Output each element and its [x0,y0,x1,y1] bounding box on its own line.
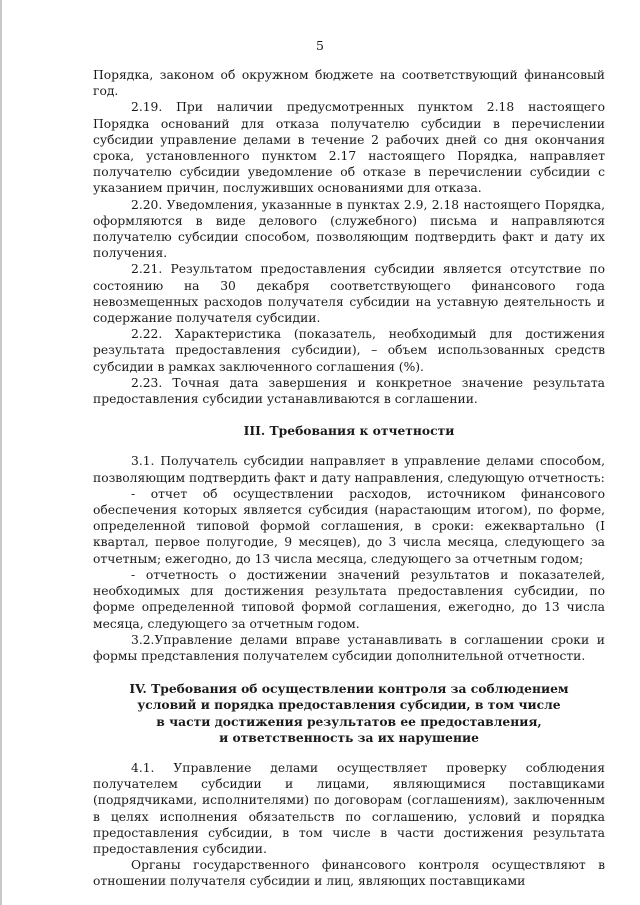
section-4-heading-line: условий и порядка предоставления субсидии, в том числе [137,697,561,713]
paragraph-4-1: 4.1. Управление делами осуществляет проверку соблюдения получателем субсидии и лицами, являющимися поставщиками (подрядчиками, исполнителями) по договорам (соглашениям), заключенным в целях исполнения обязательств по соглашению, условий и порядка предоставления субсидии, в том числе в части достижения результата предоставления субсидии. [93,760,605,856]
paragraph: Порядка, законом об окружном бюджете на соответствующий финансовый год. [93,68,605,99]
paragraph-2-19: 2.19. При наличии предусмотренных пунктом 2.18 настоящего Порядка оснований для отказа получателю субсидии в перечислении субсидии управление делами в течение 2 рабочих дней со дня окончания срока, установленного пунктом 2.17 настоящего Порядка, направляет получателю субсидии уведомление об отказе в перечислении субсидии с указанием причин, послуживших основаниями для отказа. [93,100,605,196]
paragraph-2-22: 2.22. Характеристика (показатель, необходимый для достижения результата предоставления субсидии), – объем использованных средств субсидии в рамках заключенного соглашения (%). [93,327,605,374]
list-item-report-expenses: - отчет об осуществлении расходов, источником финансового обеспечения которых является субсидия (нарастающим итогом), по форме, определенной типовой формой соглашения, в сроки: ежеквартально (I квартал, первое полугодие, 9 месяцев), до 3 числа месяца, следующего за отчетным; ежегодно, до 13 числа месяца, следующего за отчетным годом; [93,486,605,566]
section-4-heading-line: IV. Требования об осуществлении контроля за соблюдением [129,681,569,697]
section-4-heading-line: в части достижения результатов ее предоставления, [156,713,542,729]
section-4-heading [93,681,605,746]
list-item-report-results: - отчетность о достижении значений результатов и показателей, необходимых для достижения результата предоставления субсидии, по форме определенной типовой формой соглашения, ежегодно, до 13 числа месяца, следующего за отчетным годом. [93,567,605,631]
paragraph-3-2: 3.2.Управление делами вправе устанавливать в соглашении сроки и формы представления получателем субсидии дополнительной отчетности. [93,632,605,663]
page-edge [0,0,2,905]
paragraph-3-1: 3.1. Получатель субсидии направляет в управление делами способом, позволяющим подтвердить факт и дату направления, следующую отчетность: [93,454,605,485]
paragraph-control-bodies: Органы государственного финансового контроля осуществляют в отношении получателя субсидии и лиц, являющих поставщиками [93,858,605,889]
page-number: 5 [316,38,324,53]
paragraph-2-23: 2.23. Точная дата завершения и конкретное значение результата предоставления субсидии устанавливаются в соглашении. [93,375,605,407]
document-body [93,0,605,890]
section-4-heading-line: и ответственность за их нарушение [219,729,479,745]
section-3-heading: III. Требования к отчетности [243,423,455,439]
paragraph-2-21: 2.21. Результатом предоставления субсидии является отсутствие по состоянию на 30 декабря соответствующего финансового года невозмещенных расходов получателя субсидии на уставную деятельность и содержание получателя субсидии. [93,262,605,326]
paragraph-2-20: 2.20. Уведомления, указанные в пунктах 2.9, 2.18 настоящего Порядка, оформляются в виде делового (служебного) письма и направляются получателю субсидии способом, позволяющим подтвердить факт и дату их получения. [93,197,605,261]
